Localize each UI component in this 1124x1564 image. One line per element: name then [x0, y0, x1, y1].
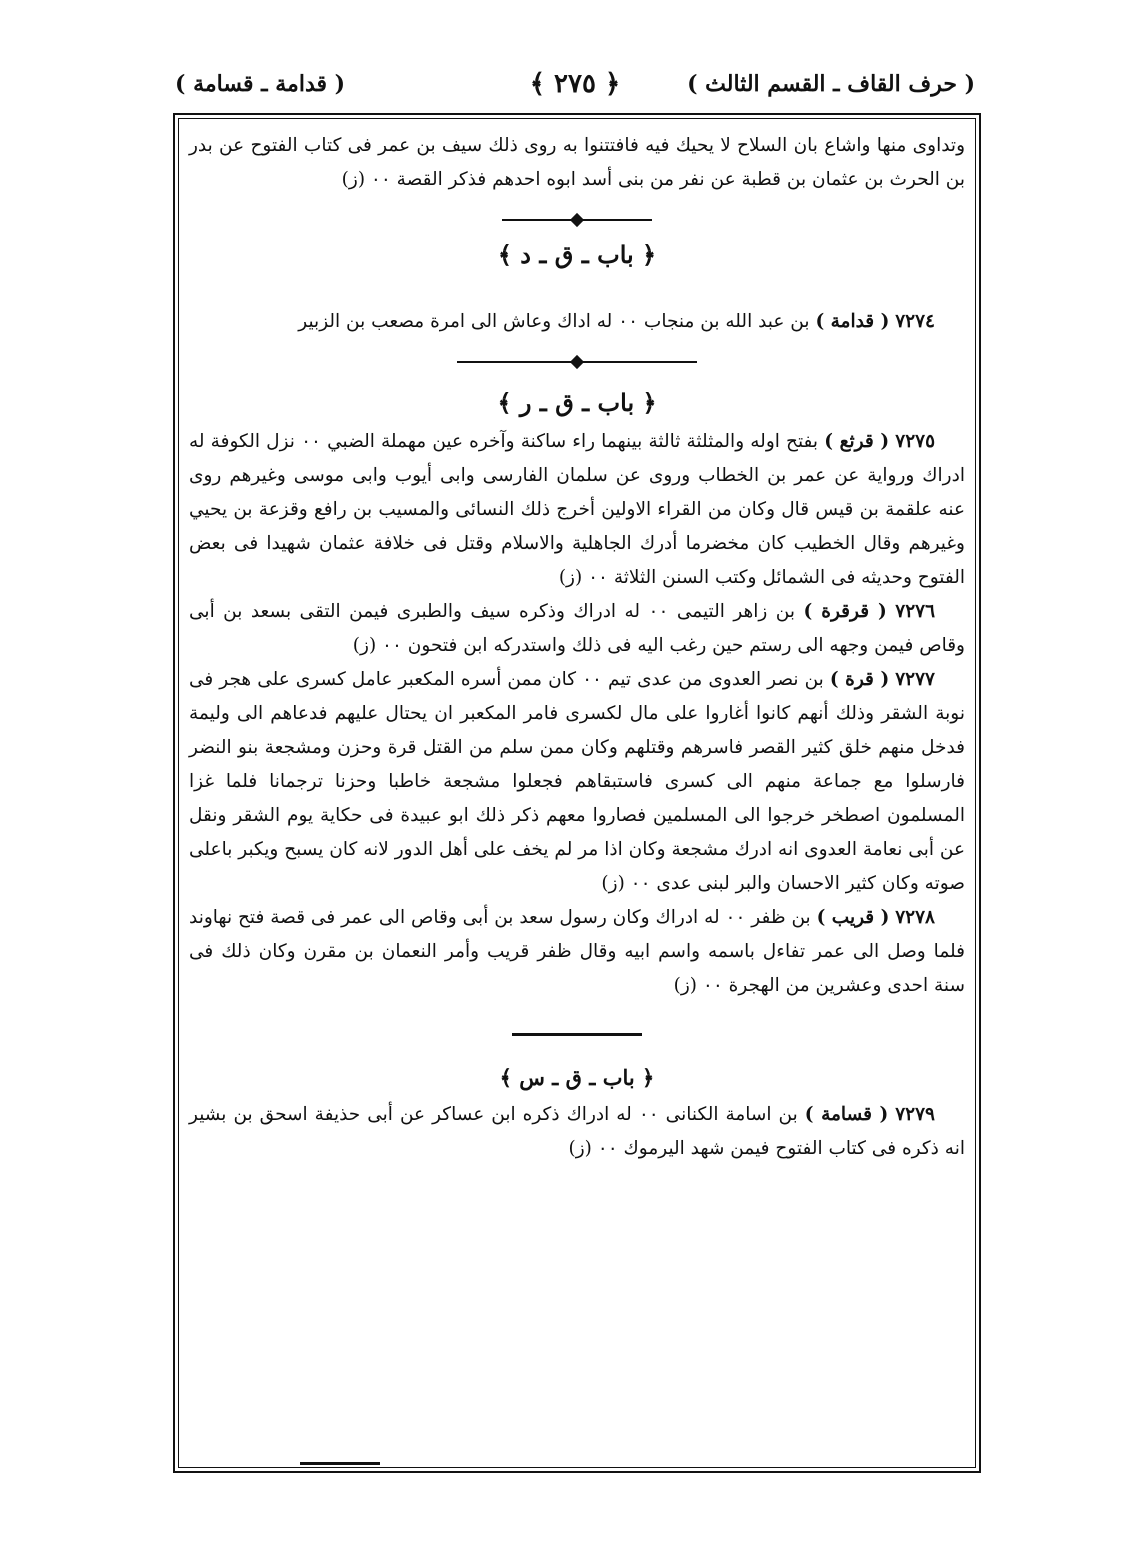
- entry-number: ٧٢٧٦: [895, 601, 936, 622]
- page-number: ﴿ ٢٧٥ ﴾: [529, 69, 621, 99]
- entry-7275: [189, 425, 965, 595]
- ornament-divider: [457, 361, 697, 363]
- ornament-divider: [512, 1033, 642, 1036]
- entry-text: بن ظفر ٠٠ له ادراك وكان رسول سعد بن أبى وقاص الى عمر فى قصة فتح نهاوند فلما وصل الى عمر تفاءل باسمه واسم ابيه وقال ظفر قريب وأمر النعمان بن مقرن وكان ذلك فى سنة احدى وعشرين من الهجرة ٠٠ (ز): [189, 907, 965, 996]
- section-heading-qaf-dal: ﴿ باب ـ ق ـ د ﴾: [497, 240, 657, 269]
- running-header: [175, 64, 975, 104]
- entry-number: ٧٢٧٩: [895, 1104, 935, 1125]
- footer-rule: [300, 1462, 380, 1465]
- text-frame: [173, 113, 981, 1473]
- entry-7274: [189, 305, 965, 339]
- entry-text: بن عبد الله بن منجاب ٠٠ له اداك وعاش الى امرة مصعب بن الزبير: [298, 311, 810, 332]
- entry-number: ٧٢٧٧: [895, 669, 935, 690]
- entry-number: ٧٢٧٥: [895, 431, 936, 452]
- page-body: [189, 129, 965, 1457]
- entry-number: ٧٢٧٤: [895, 311, 935, 332]
- entry-text: بن نصر العدوى من عدى تيم ٠٠ كان ممن أسره المكعبر عامل كسرى على هجر فى نوبة الشقر وذلك أنهم كانوا أغاروا على مال لكسرى فامر المكعبر ان يحتال عليهم فدعاهم الى وليمة فدخل منهم خلق كثير القصر فاسرهم وقتلهم وكان ممن سلم من القتل قرة وحزن ومشجعة بنو النضر فارسلوا مع جماعة منهم الى كسرى فاستبقاهم فجعلوا مشجعة خاطبا وحزنا ترجمانا فلما غزا المسلمون اصطخر خرجوا الى المسلمين فصاروا معهم ذكر ذلك ابو عبيدة فى حكاية يوم الشقر ونقل عن أبى نعامة العدوى انه ادرك مشجعة وكان اذا مر لم يخف على أهل الدور لانه كان يسبح ويكبر باعلى صوته وكان كثير الاحسان والبر لبنى عدى ٠٠ (ز): [189, 669, 965, 894]
- entry-7279: [189, 1098, 965, 1166]
- entry-number: ٧٢٧٨: [895, 907, 935, 928]
- entry-headword: ( قرثع ): [824, 431, 890, 452]
- entry-headword: ( قرقرة ): [803, 601, 887, 622]
- entry-7276: [189, 595, 965, 663]
- header-chapter: ( حرف القاف ـ القسم الثالث ): [687, 71, 975, 97]
- entry-headword: ( قرة ): [829, 669, 890, 690]
- section-heading-qaf-sin: ﴿ باب ـ ق ـ س ﴾: [499, 1065, 655, 1090]
- entry-text: بفتح اوله والمثلثة ثالثة بينهما راء ساكنة وآخره عين مهملة الضبي ٠٠ نزل الكوفة له ادراك ورواية عن عمر بن الخطاب وروى عن سلمان الفارسى وابى أيوب وابى موسى وغيرهم روى عنه علقمة بن قيس قال وكان من القراء الاولين أخرج ذلك النسائى والمسيب بن رافع وقزعة بن يحيي وغيرهم وقال الخطيب كان مخضرما أدرك الجاهلية والاسلام وقتل فى خلافة عثمان شهيدا فى بعض الفتوح وحديثه فى الشمائل وكتب السنن الثلاثة ٠٠ (ز): [189, 431, 965, 588]
- continuation-paragraph: وتداوى منها واشاع بان السلاح لا يحيك فيه فافتتنوا به روى ذلك سيف بن عمر فى كتاب الفتوح عن بدر بن الحرث بن عثمان بن قطبة عن نفر من بنى أسد ابوه احدهم فذكر القصة ٠٠ (ز): [189, 135, 965, 190]
- ornament-divider: [502, 219, 652, 221]
- entry-headword: ( قسامة ): [804, 1104, 889, 1125]
- entry-7277: [189, 663, 965, 901]
- entry-headword: ( قدامة ): [815, 311, 890, 332]
- section-heading-qaf-ra: ﴿ باب ـ ق ـ ر ﴾: [497, 388, 657, 417]
- entry-headword: ( قريب ): [816, 907, 890, 928]
- entry-7278: [189, 901, 965, 1003]
- entry-text: بن زاهر التيمى ٠٠ له ادراك وذكره سيف والطبرى فيمن التقى بسعد بن أبى وقاص فيمن وجهه الى رستم حين رغب اليه فى ذلك واستدركه ابن فتحون ٠٠ (ز): [189, 601, 965, 656]
- entry-text: بن اسامة الكنانى ٠٠ له ادراك ذكره ابن عساكر عن أبى حذيفة اسحق بن بشير انه ذكره فى كتاب الفتوح فيمن شهد اليرموك ٠٠ (ز): [189, 1104, 965, 1159]
- header-entries-range: ( قدامة ـ قسامة ): [175, 71, 346, 97]
